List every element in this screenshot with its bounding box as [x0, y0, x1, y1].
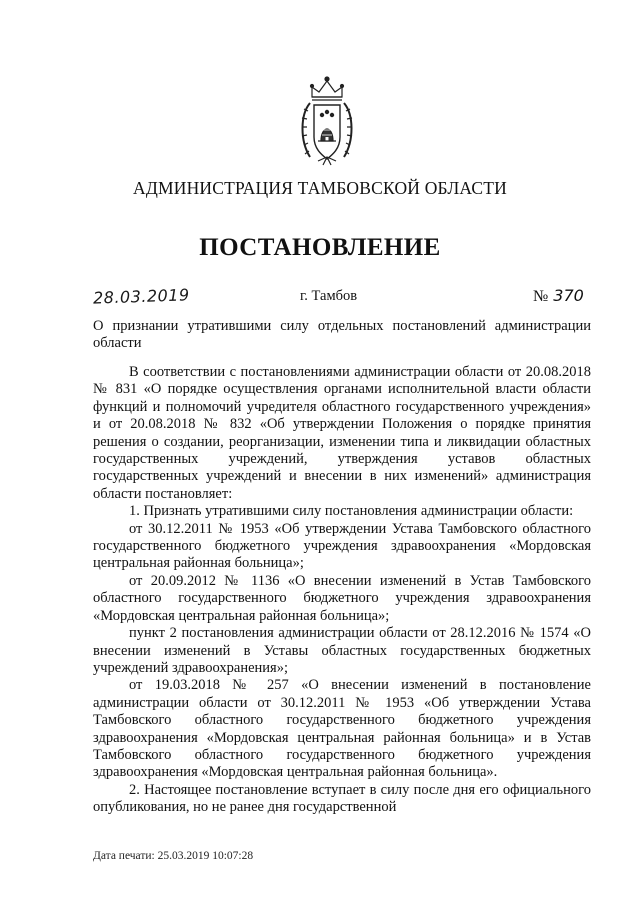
- document-type-heading: ПОСТАНОВЛЕНИЕ: [199, 234, 441, 261]
- body-paragraph: от 20.09.2012 № 1136 «О внесении изменений в Устав Тамбовского областного государственного бюджетного учреждения здравоохранения «Мордовская центральная районная больница»;: [93, 572, 591, 624]
- print-date-footer: Дата печати: 25.03.2019 10:07:28: [93, 850, 254, 862]
- document-city: г. Тамбов: [300, 288, 358, 304]
- document-date: 28.03.2019: [92, 285, 190, 308]
- document-body: [93, 364, 591, 817]
- body-paragraph: 1. Признать утратившими силу постановления администрации области:: [129, 503, 574, 520]
- organization-title: АДМИНИСТРАЦИЯ ТАМБОВСКОЙ ОБЛАСТИ: [133, 178, 507, 198]
- body-paragraph: 2. Настоящее постановление вступает в силу после дня его официального опубликования, но не ранее дня государственной: [93, 781, 591, 816]
- body-paragraph: В соответствии с постановлениями администрации области от 20.08.2018 № 831 «О порядке осуществления органами исполнительной власти области функций и полномочий учредителя областного государственного учреждения» и от 20.08.2018 № 832 «Об утверждении Положения о порядке принятия решения о создании, реорганизации, изменении типа и ликвидации областных государственных учреждений, утверждения уставов областных государственных учреждений и внесении в них изменений» администрация области постановляет:: [93, 364, 591, 502]
- body-paragraph: пункт 2 постановления администрации области от 28.12.2016 № 1574 «О внесении изменений в Уставы областных государственных бюджетных учреждений здравоохранения»;: [93, 625, 591, 676]
- number-value: 370: [553, 286, 584, 305]
- document-subject: О признании утратившими силу отдельных постановлений администрации области: [93, 318, 591, 351]
- body-paragraph: от 30.12.2011 № 1953 «Об утверждении Устава Тамбовского областного государственного бюджетного учреждения здравоохранения «Мордовская центральная районная больница»;: [93, 520, 591, 572]
- coat-of-arms-icon: [296, 75, 358, 167]
- body-paragraph: от 19.03.2018 № 257 «О внесении изменений в постановление администрации области от 30.12.2011 № 1953 «Об утверждении Устава Тамбовского областного государственного бюджетного учреждения здравоохранения «Мордовская центральная районная больница» и в Устав Тамбовского областного государственного бюджетного учреждения здравоохранения «Мордовская центральная районная больница».: [93, 677, 591, 781]
- document-number: [533, 286, 584, 306]
- number-label: №: [533, 288, 549, 305]
